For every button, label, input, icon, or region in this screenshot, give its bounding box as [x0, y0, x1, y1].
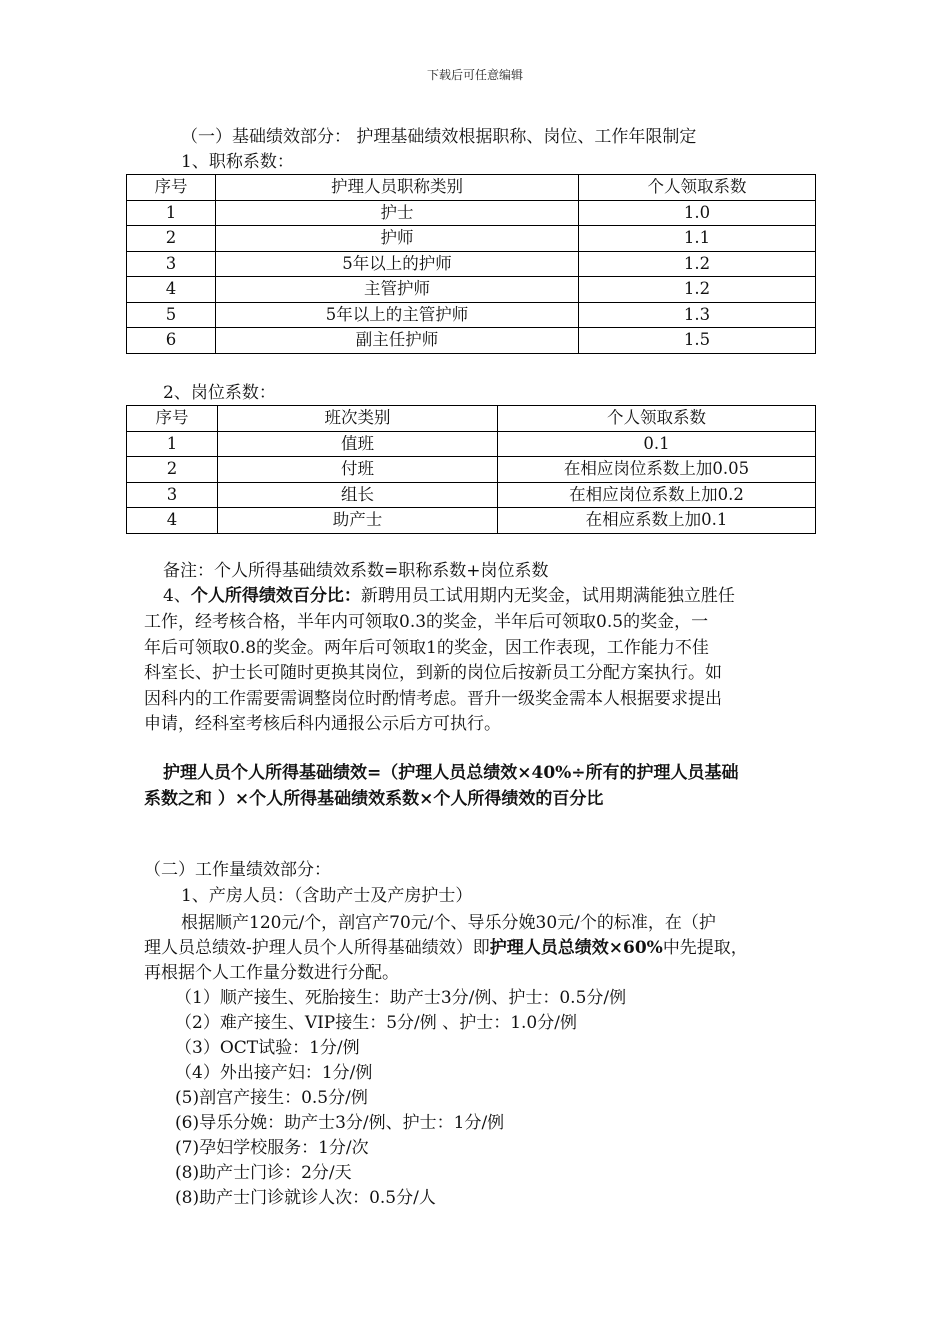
table-cell: 1: [127, 200, 216, 226]
table-cell: 5年以上的主管护师: [216, 302, 579, 328]
table-header-cell: 个人领取系数: [498, 406, 816, 432]
table-row: [127, 226, 816, 252]
table-cell: 在相应系数上加0.1: [498, 508, 816, 534]
post-coefficient-heading: 2、岗位系数：: [163, 383, 276, 403]
table-cell: 5: [127, 302, 216, 328]
table-header-row: [127, 406, 816, 432]
table-header-cell: 个人领取系数: [579, 175, 816, 201]
paragraph-text: 理人员总绩效-护理人员个人所得基础绩效）即: [144, 938, 490, 958]
list-item: (8)助产士门诊：2分/天: [175, 1163, 352, 1183]
table-row: [127, 328, 816, 354]
table-cell: 1.1: [579, 226, 816, 252]
list-item: （4）外出接产妇：1分/例: [175, 1063, 373, 1083]
table-cell: 1.0: [579, 200, 816, 226]
table-header-cell: 护理人员职称类别: [216, 175, 579, 201]
list-item: （1）顺产接生、死胎接生：助产士3分/例、护士：0.5分/例: [175, 988, 627, 1008]
formula-line: 系数之和 ）×个人所得基础绩效系数×个人所得绩效的百分比: [144, 789, 604, 809]
title-coefficient-table: [126, 174, 816, 354]
paragraph-line: 再根据个人工作量分数进行分配。: [144, 963, 399, 983]
table-cell: 1.5: [579, 328, 816, 354]
list-item: （2）难产接生、VIP接生：5分/例 、护士：1.0分/例: [175, 1013, 577, 1033]
paragraph-line: [144, 935, 748, 961]
table-cell: 5年以上的护师: [216, 251, 579, 277]
table-cell: 1.2: [579, 277, 816, 303]
table-row: [127, 431, 816, 457]
table-cell: 组长: [218, 482, 498, 508]
table-cell: 副主任护师: [216, 328, 579, 354]
table-cell: 1.2: [579, 251, 816, 277]
table-row: [127, 457, 816, 483]
table-cell: 护师: [216, 226, 579, 252]
list-item: (8)助产士门诊就诊人次：0.5分/人: [175, 1188, 436, 1208]
title-coefficient-heading: 1、职称系数：: [181, 152, 294, 172]
table-cell: 主管护师: [216, 277, 579, 303]
table-header-cell: 班次类别: [218, 406, 498, 432]
table-cell: 2: [127, 457, 218, 483]
table-header-cell: 序号: [127, 406, 218, 432]
paragraph-line: 工作，经考核合格，半年内可领取0.3的奖金，半年后可领取0.5的奖金，一: [144, 612, 709, 632]
table-cell: 3: [127, 482, 218, 508]
table-cell: 值班: [218, 431, 498, 457]
table-cell: 6: [127, 328, 216, 354]
remark-note: 备注：个人所得基础绩效系数=职称系数+岗位系数: [163, 561, 549, 581]
table-row: [127, 200, 816, 226]
table-cell: 4: [127, 508, 218, 534]
formula-line: 护理人员个人所得基础绩效=（护理人员总绩效×40%÷所有的护理人员基础: [163, 763, 739, 783]
section2-title: （二）工作量绩效部分：: [144, 860, 331, 880]
table-row: [127, 251, 816, 277]
list-item: （3）OCT试验：1分/例: [175, 1038, 360, 1058]
table-cell: 在相应岗位系数上加0.2: [498, 482, 816, 508]
paragraph-line: 根据顺产120元/个，剖宫产70元/个、导乐分娩30元/个的标准，在（护: [181, 913, 716, 933]
table-cell: 2: [127, 226, 216, 252]
paragraph-line: 科室长、护士长可随时更换其岗位，到新的岗位后按新员工分配方案执行。如: [144, 663, 722, 683]
paragraph-line: 年后可领取0.8的奖金。两年后可领取1的奖金，因工作表现，工作能力不佳: [144, 638, 709, 658]
paragraph-line: 因科内的工作需要需调整岗位时酌情考虑。晋升一级奖金需本人根据要求提出: [144, 689, 722, 709]
table-row: [127, 302, 816, 328]
post-coefficient-table: [126, 405, 816, 534]
table-row: [127, 508, 816, 534]
table-cell: 1.3: [579, 302, 816, 328]
performance-percentage-heading: 个人所得绩效百分比：: [190, 586, 361, 606]
table-cell: 0.1: [498, 431, 816, 457]
table-row: [127, 482, 816, 508]
total-performance-emphasis: 护理人员总绩效×60%: [489, 938, 663, 958]
table-cell: 助产士: [218, 508, 498, 534]
paragraph-text: 新聘用员工试用期内无奖金，试用期满能独立胜任: [360, 586, 735, 606]
paragraph-line: 申请，经科室考核后科内通报公示后方可执行。: [144, 714, 501, 734]
table-cell: 护士: [216, 200, 579, 226]
list-item: (7)孕妇学校服务：1分/次: [175, 1138, 369, 1158]
delivery-room-heading: 1、产房人员：（含助产士及产房护士）: [181, 886, 473, 906]
performance-percentage-line-1: [163, 583, 735, 609]
list-item: (6)导乐分娩：助产士3分/例、护士：1分/例: [175, 1113, 505, 1133]
table-cell: 在相应岗位系数上加0.05: [498, 457, 816, 483]
table-cell: 3: [127, 251, 216, 277]
table-header-row: [127, 175, 816, 201]
section1-title: （一）基础绩效部分： 护理基础绩效根据职称、岗位、工作年限制定: [181, 127, 697, 147]
list-item: (5)剖宫产接生：0.5分/例: [175, 1088, 368, 1108]
page-header: 下载后可任意编辑: [426, 68, 523, 82]
table-cell: 付班: [218, 457, 498, 483]
paragraph-text: 中先提取，: [662, 938, 748, 958]
table-header-cell: 序号: [127, 175, 216, 201]
item-number: 4、: [163, 586, 191, 606]
table-cell: 4: [127, 277, 216, 303]
table-row: [127, 277, 816, 303]
table-cell: 1: [127, 431, 218, 457]
